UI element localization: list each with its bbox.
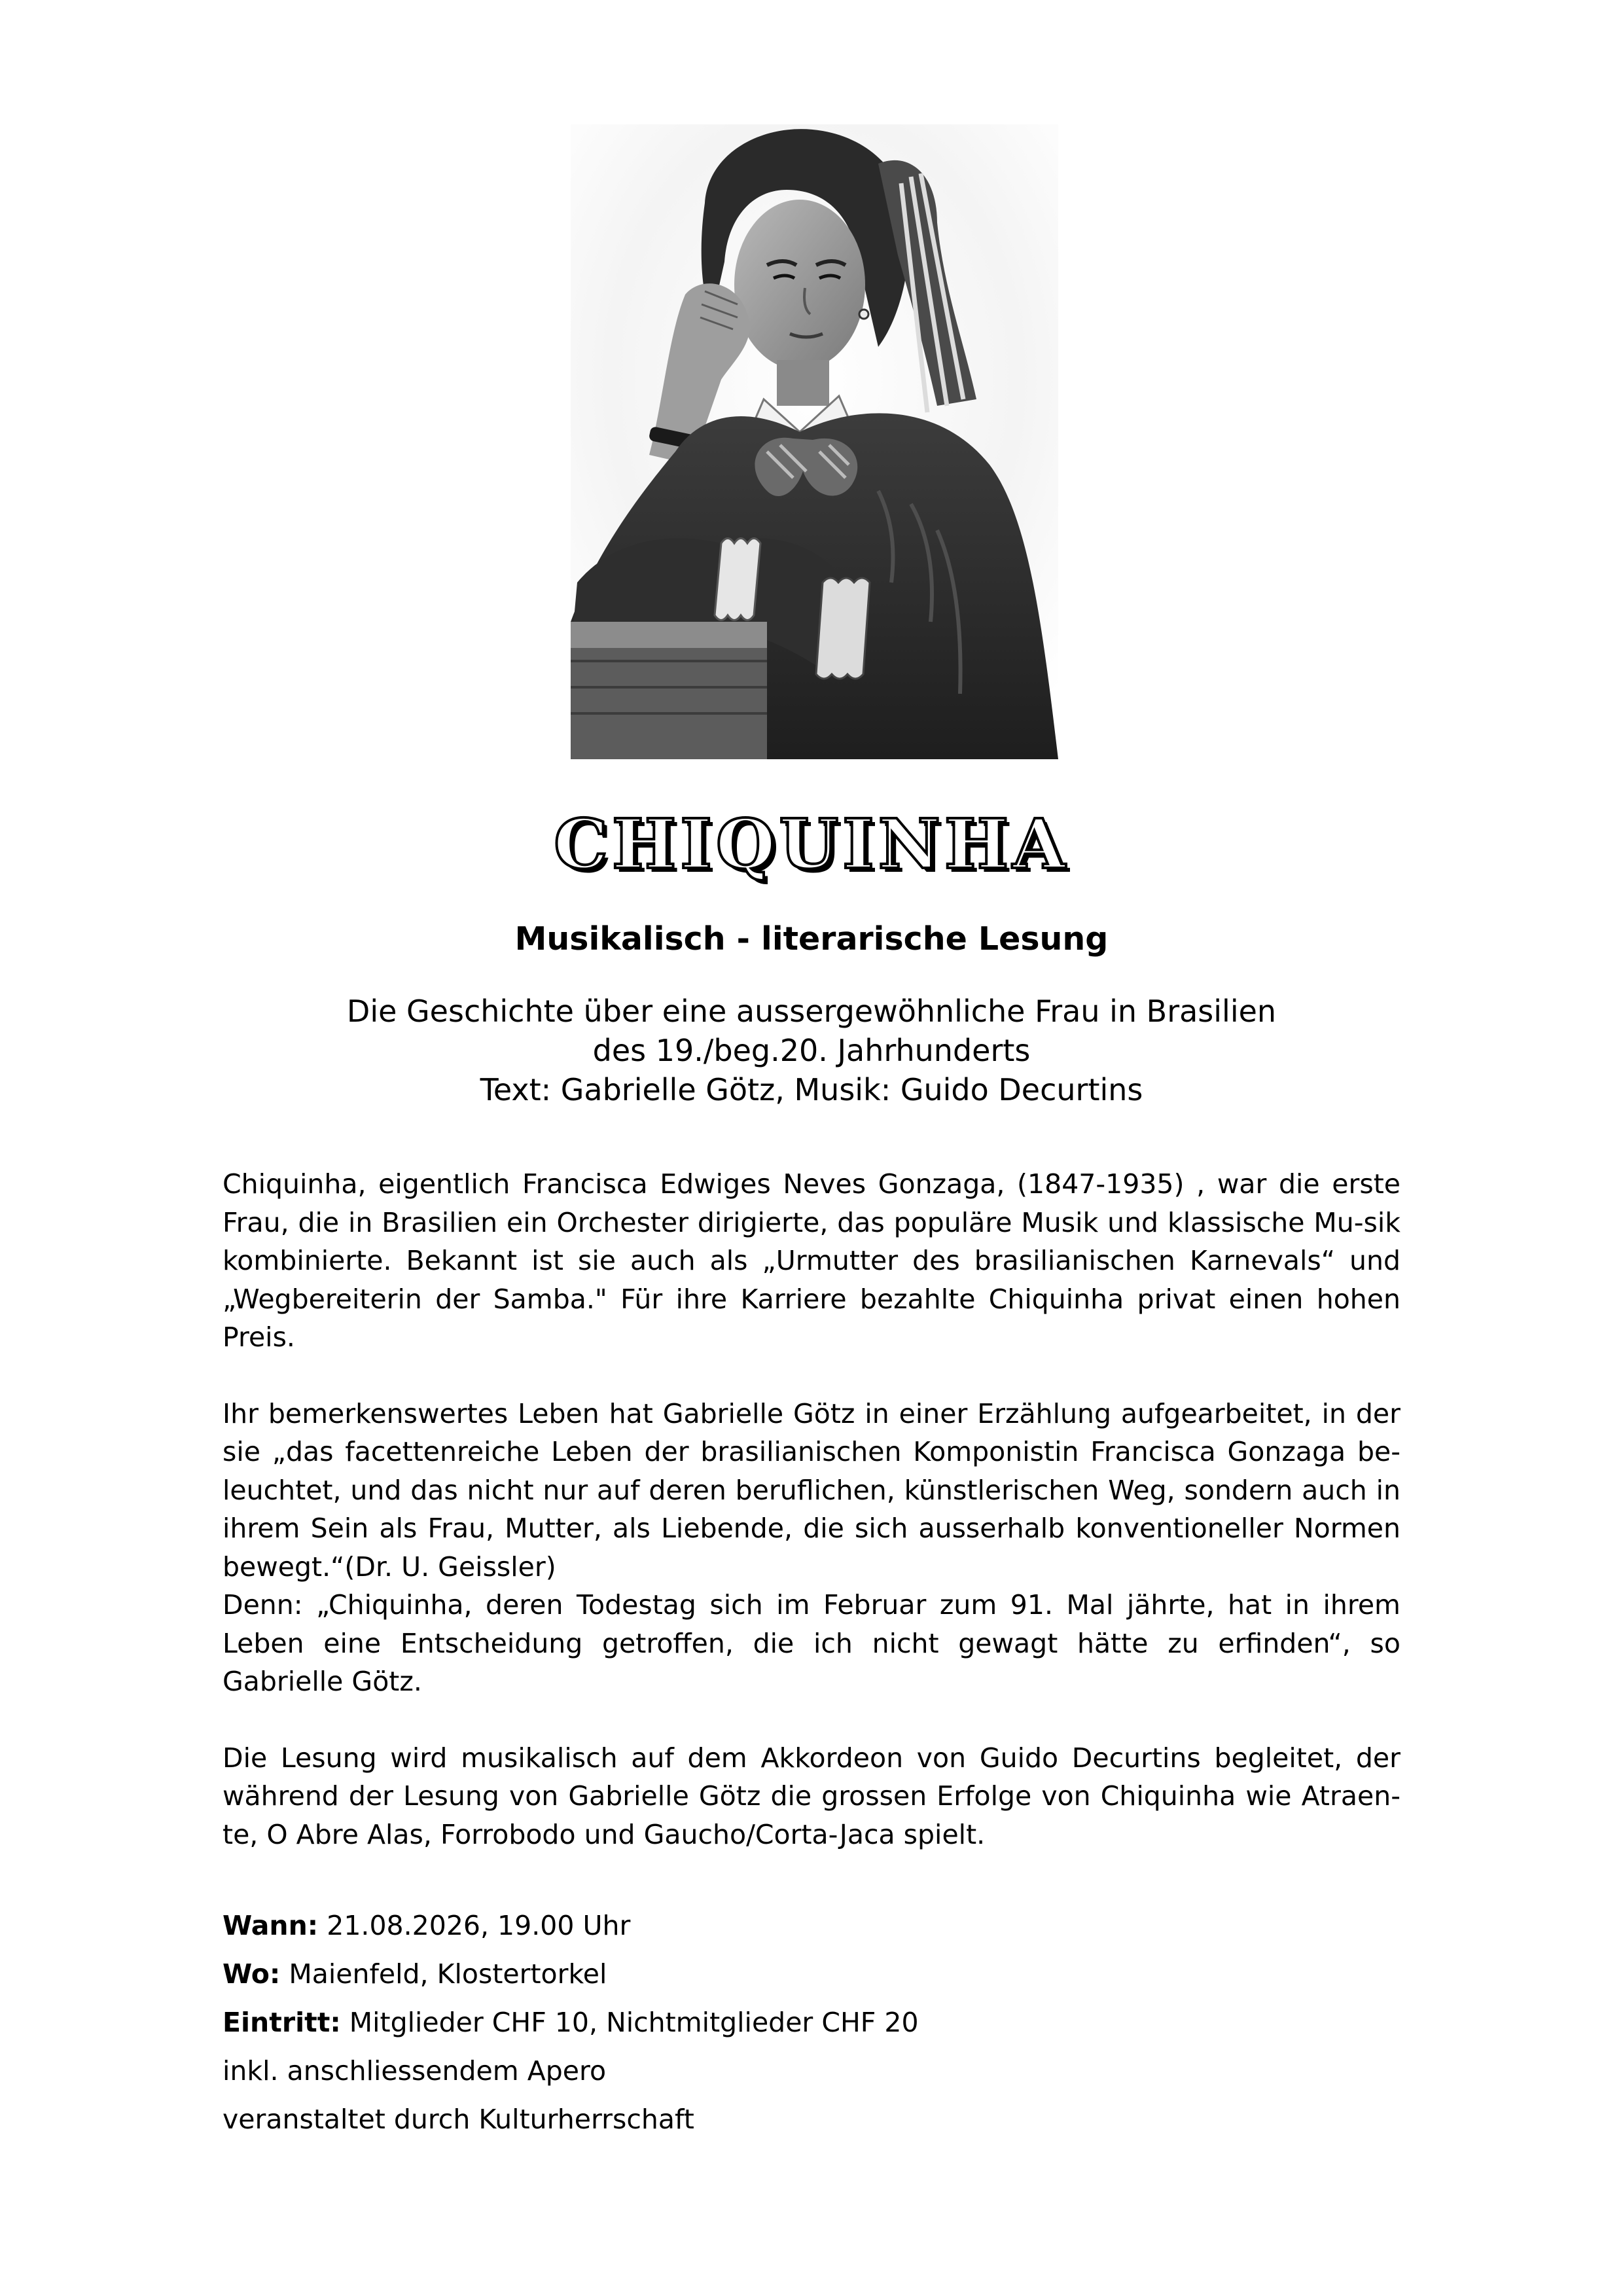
detail-organizer: veranstaltet durch Kulturherrschaft	[223, 2104, 694, 2135]
detail-where	[223, 1950, 1400, 1998]
body-text	[223, 1165, 1400, 1892]
intro-line: des 19./beg.20. Jahrhunderts	[592, 1033, 1031, 1068]
body-paragraph: Denn: „Chiquinha, deren Todestag sich im Februar zum 91. Mal jährte, hat in ihrem Leben eine Entscheidung getroffen, die ich nicht gewagt hätte zu erfinden“, so Gabrielle Götz.	[223, 1589, 1400, 1697]
event-title: CHIQUINHA	[554, 804, 1069, 884]
intro-line: Text: Gabrielle Götz, Musik: Guido Decurtins	[480, 1072, 1143, 1107]
intro-line: Die Geschichte über eine aussergewöhnliche Frau in Brasilien	[346, 994, 1277, 1029]
detail-apero: inkl. anschliessendem Apero	[223, 2055, 607, 2087]
body-paragraph: Ihr bemerkenswertes Leben hat Gabrielle Götz in einer Erzählung aufgearbeitet, in der sie „das facettenreiche Leben der brasilianischen Komponistin Francisca Gonzaga be-leuchtet, und das nicht nur auf deren beruflichen, künstlerischen Weg, sondern auch in ihrem Sein als Frau, Mutter, als Liebende, die sich ausserhalb konventioneller Normen bewegt.“(Dr. U. Geissler)	[223, 1397, 1400, 1583]
detail-label: Wann:	[223, 1910, 319, 1941]
detail-when	[223, 1901, 1400, 1950]
detail-value: 21.08.2026, 19.00 Uhr	[318, 1910, 631, 1941]
body-paragraph: Die Lesung wird musikalisch auf dem Akkordeon von Guido Decurtins begleitet, der während der Lesung von Gabrielle Götz die grossen Erfolge von Chiquinha wie Atraen-te, O Abre Alas, Forrobodo und Gaucho/Corta-Jaca spielt.	[223, 1742, 1400, 1850]
event-details	[223, 1901, 1400, 2144]
event-subtitle: Musikalisch - literarische Lesung	[514, 920, 1109, 958]
detail-label: Eintritt:	[223, 2007, 341, 2038]
detail-entry	[223, 1998, 1400, 2047]
detail-value: Maienfeld, Klostertorkel	[280, 1958, 607, 1990]
detail-label: Wo:	[223, 1958, 281, 1990]
portrait-photo	[571, 124, 1058, 759]
detail-value: Mitglieder CHF 10, Nichtmitglieder CHF 20	[340, 2007, 919, 2038]
intro-block	[223, 992, 1400, 1109]
body-paragraph: Chiquinha, eigentlich Francisca Edwiges Neves Gonzaga, (1847-1935) , war die erste Frau, die in Brasilien ein Orchester dirigierte, das populäre Musik und klassische Mu-sik kombinierte. Bekannt ist sie auch als „Urmutter des brasilianischen Karnevals“ und „Wegbereiterin der Samba." Für ihre Karriere bezahlte Chiquinha privat einen hohen Preis.	[223, 1168, 1400, 1353]
